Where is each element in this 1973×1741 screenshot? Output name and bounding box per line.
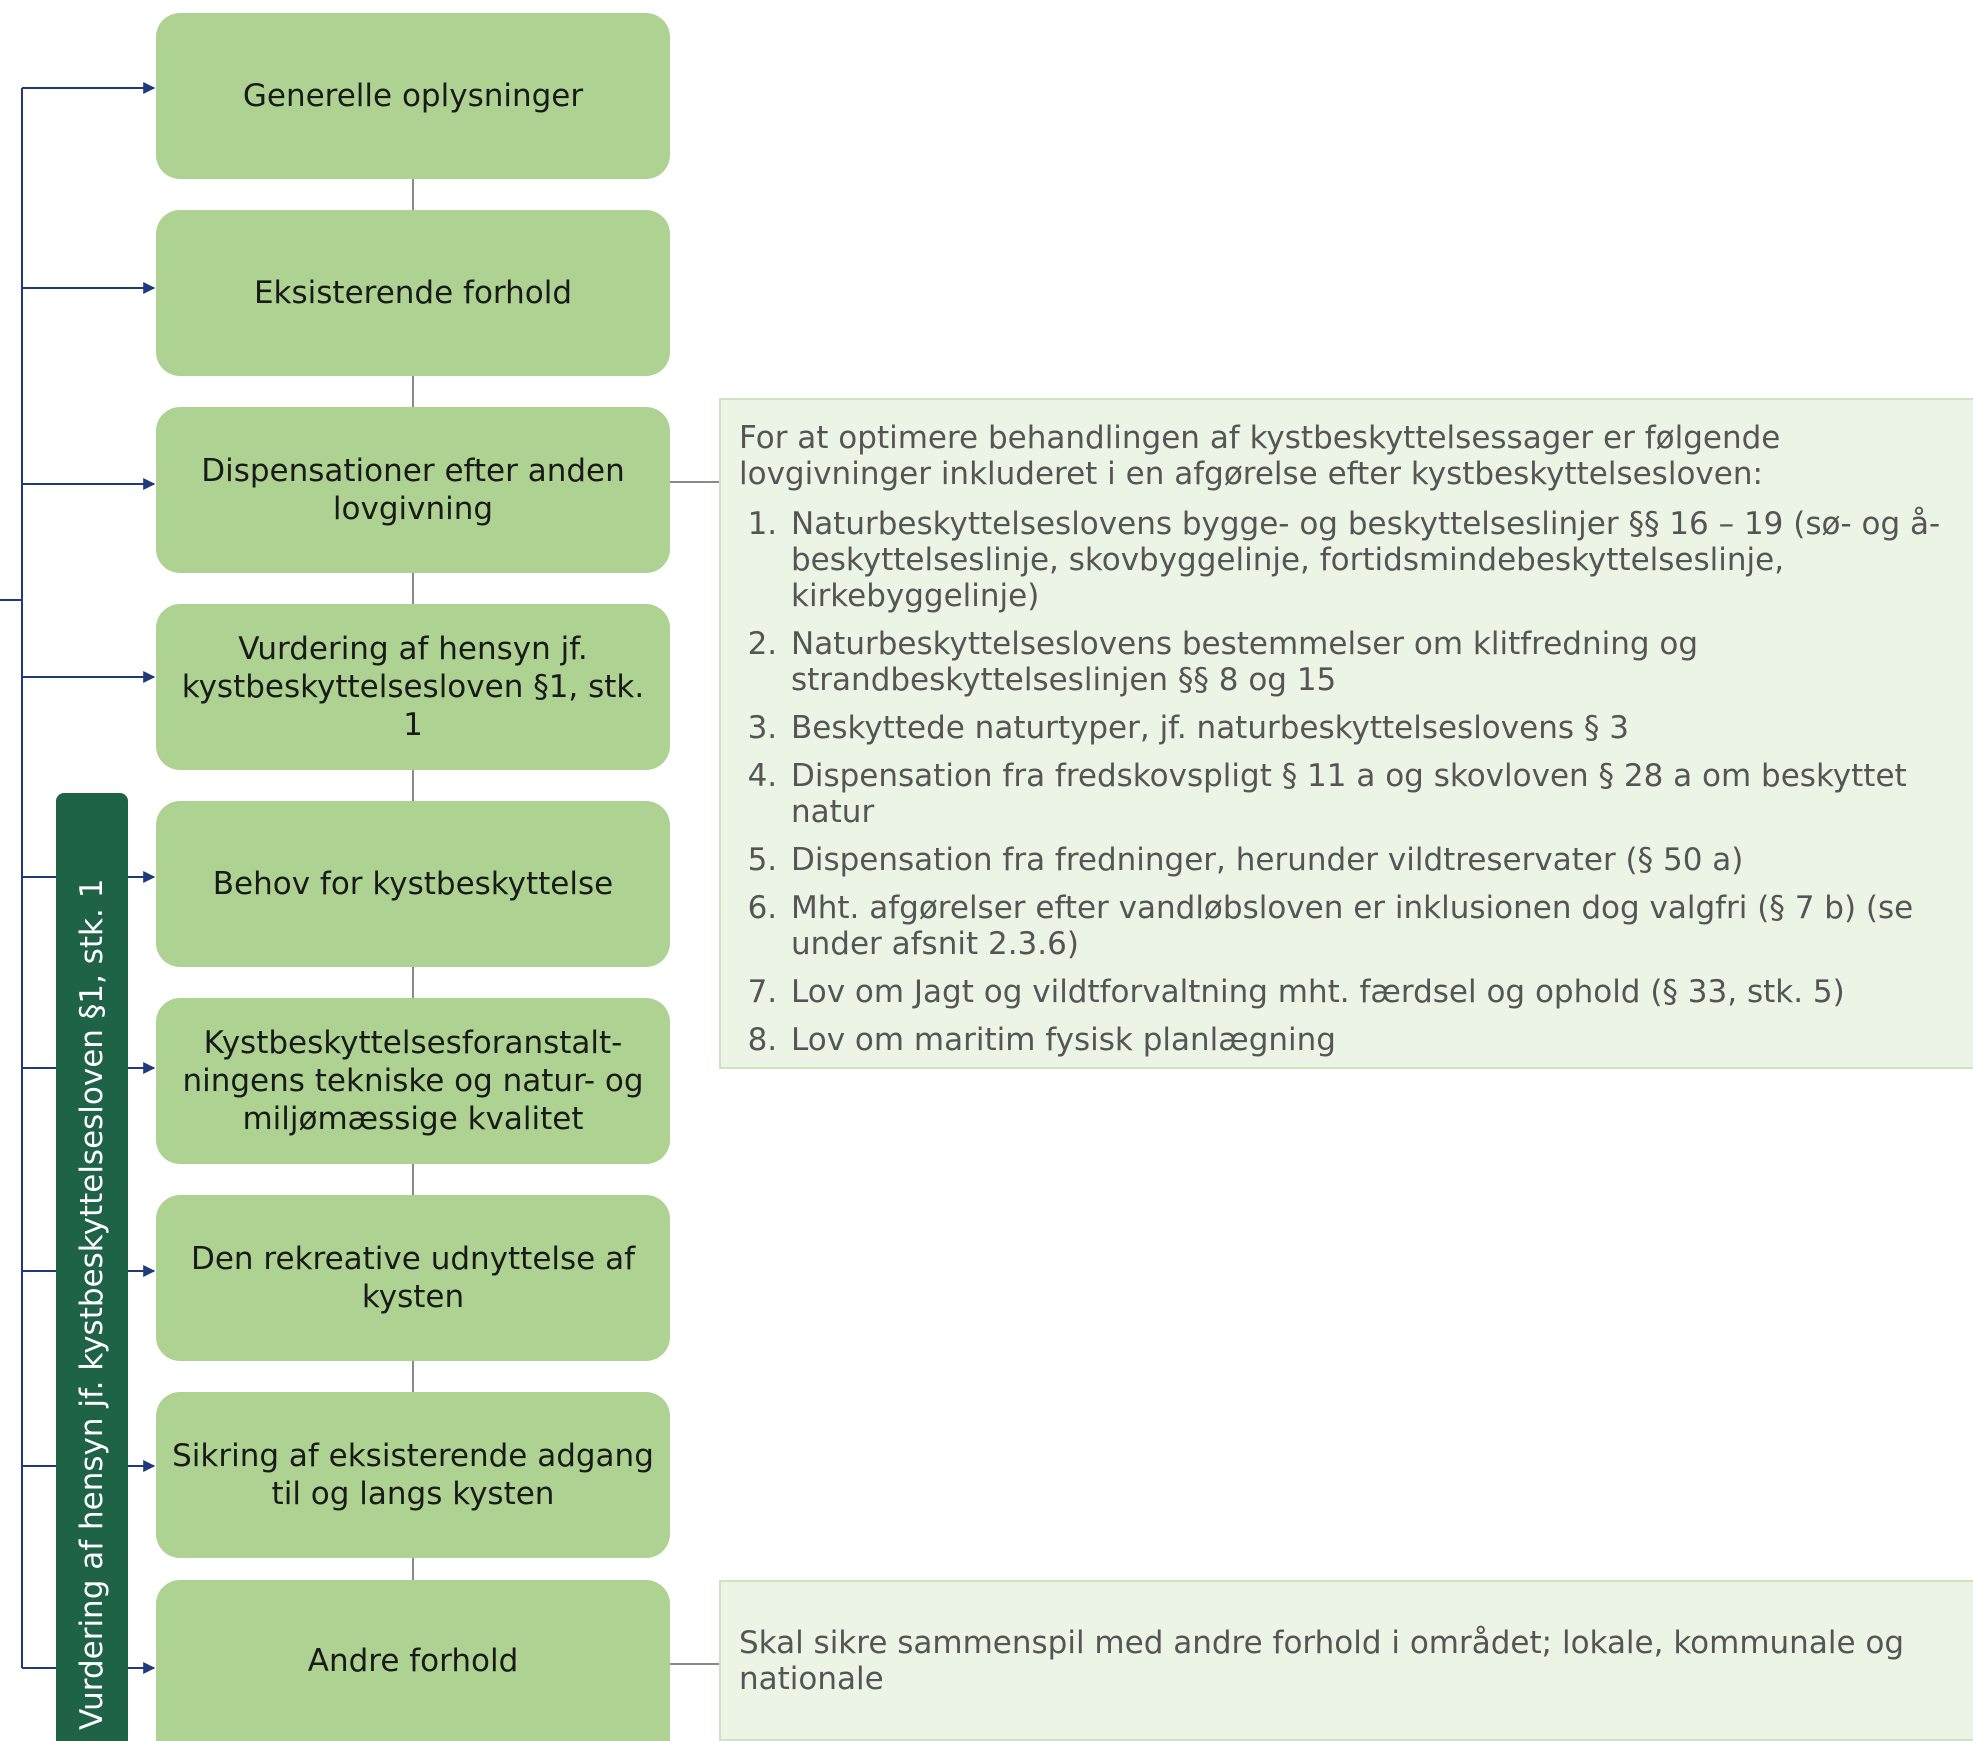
note-other-text: Skal sikre sammenspil med andre forhold i området; lokale, kommunale og nationale	[739, 1624, 1905, 1697]
legislation-list	[739, 506, 1955, 1058]
legislation-item: 8. Lov om maritim fysisk planlægning	[787, 1022, 1955, 1058]
legislation-item: 2. Naturbeskyttelseslovens bestemmelser om klitfredning og strandbeskyttelseslinjen §§ 8 og 15	[787, 626, 1955, 698]
step-vurdering-af-hensyn: Vurdering af hensyn jf. kystbeskyttelsesloven §1, stk. 1	[156, 604, 670, 770]
legislation-item: 6. Mht. afgørelser efter vandløbsloven er inklusionen dog valgfri (§ 7 b) (se under afsnit 2.3.6)	[787, 890, 1955, 962]
step-generelle-oplysninger: Generelle oplysninger	[156, 13, 670, 179]
note-other	[719, 1580, 1973, 1741]
note-legislation-intro: For at optimere behandlingen af kystbeskyttelsessager er følgende lovgivninger inkluderet i en afgørelse efter kystbeskyttelsesloven:	[739, 420, 1781, 492]
legislation-item: 5. Dispensation fra fredninger, herunder vildtreservater (§ 50 a)	[787, 842, 1955, 878]
legislation-item: 7. Lov om Jagt og vildtforvaltning mht. færdsel og ophold (§ 33, stk. 5)	[787, 974, 1955, 1010]
step-andre-forhold: Andre forhold	[156, 1580, 670, 1741]
step-sikring-af-adgang: Sikring af eksisterende adgang til og langs kysten	[156, 1392, 670, 1558]
step-behov-for-kystbeskyttelse: Behov for kystbeskyttelse	[156, 801, 670, 967]
legislation-item: 3. Beskyttede naturtyper, jf. naturbeskyttelseslovens § 3	[787, 710, 1955, 746]
step-rekreative-udnyttelse: Den rekreative udnyttelse af kysten	[156, 1195, 670, 1361]
vertical-bar-label: Vurdering af hensyn jf. kystbeskyttelsesloven §1, stk. 1	[74, 878, 110, 1730]
step-eksisterende-forhold: Eksisterende forhold	[156, 210, 670, 376]
step-dispensationer: Dispensationer efter anden lovgivning	[156, 407, 670, 573]
note-legislation	[719, 398, 1973, 1069]
step-teknisk-kvalitet: Kystbeskyttelsesforanstalt-ningens tekniske og natur- og miljømæssige kvalitet	[156, 998, 670, 1164]
legislation-item: 1. Naturbeskyttelseslovens bygge- og beskyttelseslinjer §§ 16 – 19 (sø- og å-beskyttelseslinje, skovbyggelinje, fortidsmindebeskyttelseslinje, kirkebyggelinje)	[787, 506, 1955, 614]
legislation-item: 4. Dispensation fra fredskovspligt § 11 a og skovloven § 28 a om beskyttet natur	[787, 758, 1955, 830]
